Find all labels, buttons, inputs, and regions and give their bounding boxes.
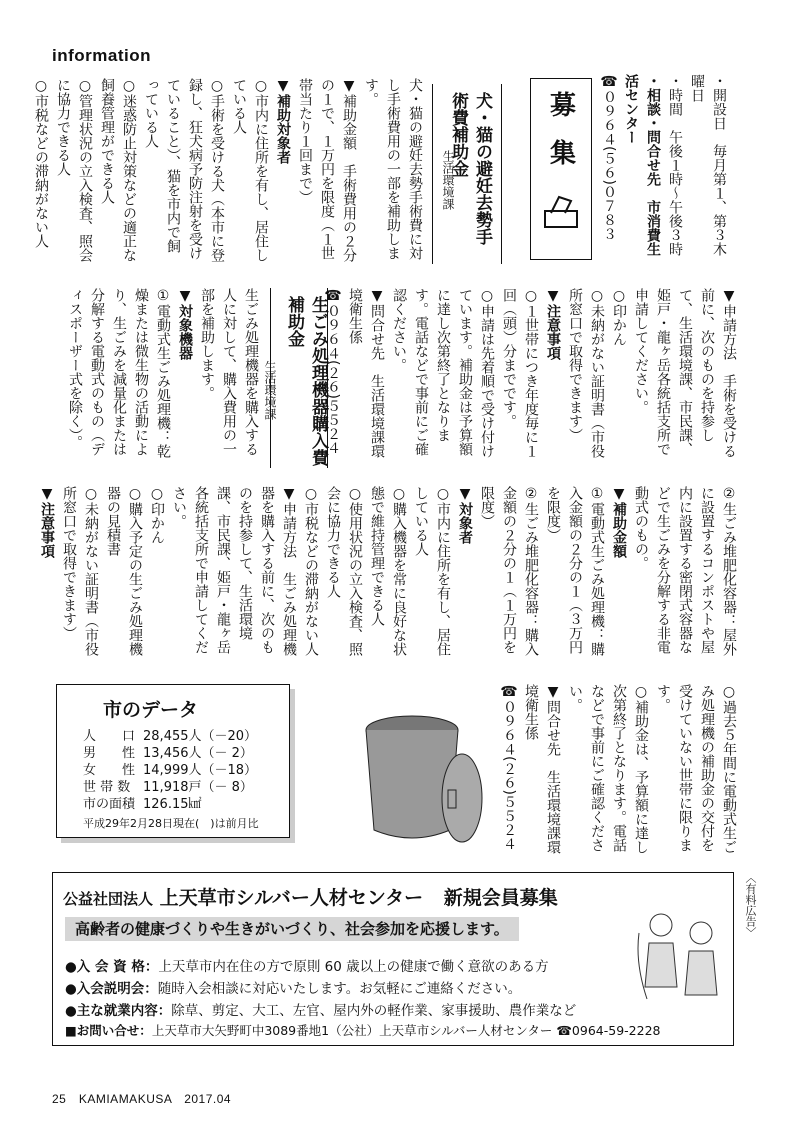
text-line: 生ごみ処理機器を購入する人に対して、購入費用の一部を補助します。	[199, 288, 259, 456]
ad-row	[65, 955, 549, 975]
text-line: ○購入予定の生ごみ処理機器の見積書	[105, 486, 143, 656]
row-key: 世 帯 数	[83, 780, 131, 795]
phone-line: ☎０９６４(２６)５５２４	[325, 288, 341, 455]
row-value: 126.15㎢	[143, 797, 202, 812]
text-line: ○１世帯につき年度毎に１回（頭）分までです。	[501, 288, 539, 458]
text-line: ○市内に住所を有し、居住している人	[413, 486, 451, 656]
phone-line: ☎０９６４(５６)０７８３	[601, 74, 617, 241]
text-line: ・時間 午後１時〜午後３時	[667, 74, 683, 256]
text-line: ▼問合せ先 生活環境課環境衛生係	[523, 684, 561, 854]
dept-text: 生活環境課	[263, 360, 277, 420]
city-data-note: 平成29年2月28日現在( )は前月比	[83, 817, 259, 830]
garbage-subsidy-body-1	[56, 288, 262, 460]
text-line: ①電動式生ごみ処理機：乾燥または微生物の活動により、生ごみを減量化または分解する電動式のもの（ディスポーザー式を除く）。	[67, 288, 171, 458]
ad-title	[63, 883, 558, 910]
table-row	[79, 728, 261, 745]
row-key: 女 性	[83, 763, 136, 778]
row-value: 14,999人（－18）	[143, 763, 258, 778]
row-value: 13,456人（－ 2）	[143, 746, 253, 761]
row-key: 人 口	[83, 729, 136, 744]
garbage-subsidy-body-2	[39, 486, 740, 662]
consumer-center-info	[598, 74, 730, 264]
ad-row-value: 上天草市大矢野町中3089番地1（公社）上天草市シルバー人材センター ☎0964-59-2228	[151, 1023, 661, 1038]
text-line: ○市税などの滞納がない人	[33, 78, 49, 248]
table-row	[79, 762, 261, 779]
phone-line: ☎０９６４(２６)５５２４	[501, 684, 517, 851]
ad-recruit: 新規会員募集	[443, 887, 558, 909]
advert-label: 〈有料広告〉	[744, 872, 757, 938]
text-line: ・相談・問合せ先 市消費生活センター	[623, 74, 661, 256]
text-line: ○市税などの滞納がない人	[303, 486, 319, 656]
text-line: ▼補助対象者	[275, 78, 291, 164]
text-line: ○手術を受ける犬（本市に登録し、狂犬病予防注射を受けていること）、猫を市内で飼っている人	[143, 78, 225, 262]
ad-row-value: 除草、剪定、大工、左官、屋内外の軽作業、家事援助、農作業など	[171, 1003, 577, 1019]
text-line: ○印かん	[149, 486, 165, 544]
text-line: ▼補助金額 手術費用の２分の１で、１万円を限度（１世帯当たり１回まで）	[297, 78, 357, 262]
text-line: ▼問合せ先 生活環境課環境衛生係	[347, 288, 385, 458]
ad-tagline: 高齢者の健康づくりや生きがいづくり、社会参加を応援します。	[65, 917, 519, 941]
text-line: ○申請は先着順で受け付けています。補助金は予算額に達し次第終了となります。電話などで事前にご確認ください。	[391, 288, 495, 458]
text-line: 犬・猫の避妊去勢手術費に対し手術費用の一部を補助します。	[363, 78, 423, 260]
ad-row-value: 随時入会相談に対応いたします。お気軽にご連絡ください。	[157, 981, 522, 997]
ad-row-key: ●入会説明会：	[65, 981, 158, 997]
row-key: 市の面積	[83, 797, 136, 812]
text-line: ▼注意事項	[39, 486, 55, 558]
text-line: ○未納がない証明書（市役所窓口で取得できます）	[567, 288, 605, 458]
text-line: ○補助金は、予算額に達し次第終了となります。電話などで事前にご確認ください。	[567, 684, 649, 854]
text-line: ▼対象者	[457, 486, 473, 544]
row-key: 男 性	[83, 746, 136, 761]
ad-row-key: ■お問い合せ：	[65, 1023, 152, 1038]
text-line: ○使用状況の立入検査、照会に協力できる人	[325, 486, 363, 656]
ad-row-key: ●主な就業内容：	[65, 1003, 172, 1019]
text-line: ▼申請方法 手術を受ける前に、次のものを持参して、生活環境課、市民課、姫戸・龍ヶ岳各統括支所で申請してください。	[633, 288, 737, 458]
ad-row	[65, 1021, 660, 1039]
recruitment-box	[530, 78, 592, 260]
row-value: 11,918戸（－ 8）	[143, 780, 253, 795]
pet-subsidy-dept	[436, 150, 460, 270]
text-line: ▼補助金額	[611, 486, 627, 558]
text-line: ○購入機器を常に良好な状態で維持管理できる人	[369, 486, 407, 656]
table-row	[79, 779, 261, 796]
table-row	[79, 796, 261, 813]
text-line: ▼対象機器	[177, 288, 193, 360]
garbage-subsidy-title	[282, 296, 330, 466]
ad-row	[65, 999, 576, 1019]
recruitment-title: 募集	[545, 91, 576, 187]
silver-center-ad	[52, 872, 734, 1046]
ad-name: 上天草市シルバー人材センター	[159, 887, 424, 909]
city-data-box	[56, 684, 290, 838]
text-line: ②生ごみ堆肥化容器：屋外に設置するコンポストや屋内に設置する密閉式容器などで生ごみを分解する非電動式のもの。	[633, 486, 737, 656]
text-line: ○未納がない証明書（市役所窓口で取得できます）	[61, 486, 99, 656]
city-data-table	[79, 728, 261, 813]
text-line: ○過去５年間に電動式生ごみ処理機の補助金の交付を受けていない世帯に限ります。	[655, 684, 737, 854]
text-line: ○市内に住所を有し、居住している人	[231, 78, 269, 262]
text-line: ○迷惑防止対策などの適正な飼養管理ができる人	[99, 78, 137, 262]
garbage-subsidy-notes	[501, 684, 740, 854]
city-data-title: 市のデータ	[103, 699, 199, 721]
title-text: 生ごみ処理機器購入費補助金	[284, 296, 328, 466]
row-value: 28,455人（－20）	[143, 729, 258, 744]
text-line: ①電動式生ごみ処理機：購入金額の２分の１（３万円を限度）	[545, 486, 605, 656]
compost-bin-illustration	[352, 700, 492, 850]
workers-illustration	[633, 903, 729, 1013]
text-line: ▼申請方法 生ごみ処理機器を購入する前に、次のものを持参して、生活環境課、市民課、姫戸・龍ヶ岳各統括支所で申請してください。	[171, 486, 297, 656]
text-line: ②生ごみ堆肥化容器：購入金額の２分の１（１万円を限度）	[479, 486, 539, 656]
text-line: ・開設日 毎月第１、第３木曜日	[689, 74, 727, 256]
ad-row	[65, 977, 521, 997]
title-text: 犬・猫の避妊去勢手術費補助金	[448, 92, 492, 245]
ad-row-key: ●入 会 資 格：	[65, 959, 159, 975]
text-line: ○印かん	[611, 288, 627, 346]
ad-org: 公益社団法人	[63, 890, 154, 908]
dept-text: 生活環境課	[441, 150, 455, 210]
pet-subsidy-application	[325, 288, 740, 460]
ad-row-value: 上天草市内在住の方で原則 60 歳以上の健康で働く意欲のある方	[158, 959, 549, 975]
table-row	[79, 745, 261, 762]
page-header: information	[52, 46, 151, 65]
page-footer: 25 KAMIAMAKUSA 2017.04	[52, 1092, 232, 1106]
ballot-box-icon	[541, 191, 581, 231]
pet-subsidy-body	[33, 78, 426, 266]
text-line: ○管理状況の立入検査、照会に協力できる人	[55, 78, 93, 262]
text-line: ▼注意事項	[545, 288, 561, 360]
